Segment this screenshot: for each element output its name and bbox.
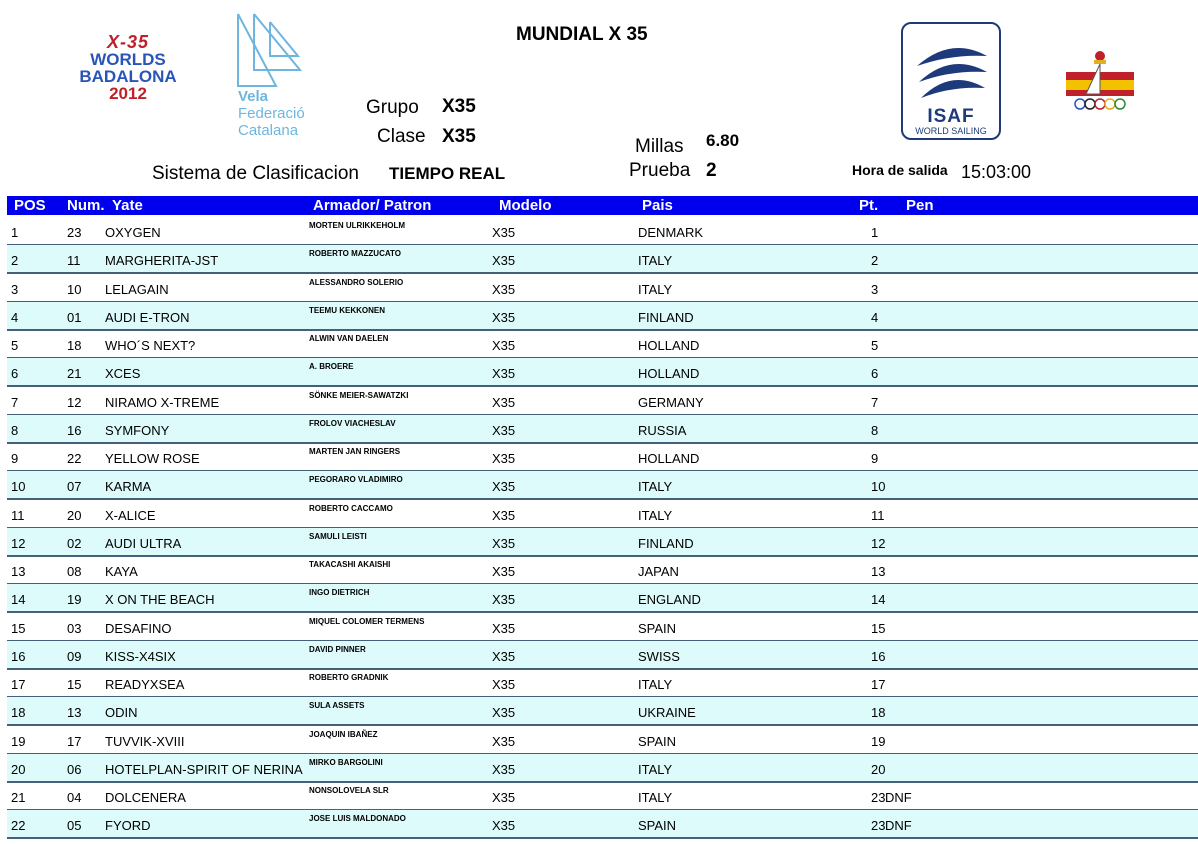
cell-num: 15 bbox=[67, 677, 82, 692]
table-row bbox=[7, 584, 1198, 613]
prueba-label: Prueba bbox=[629, 160, 691, 181]
sistema-value: TIEMPO REAL bbox=[389, 164, 506, 183]
cell-owner: SÖNKE MEIER-SAWATZKI bbox=[309, 390, 409, 400]
cell-pais: ENGLAND bbox=[638, 592, 701, 608]
cell-modelo: X35 bbox=[492, 451, 516, 466]
table-row bbox=[7, 443, 1198, 472]
table-row bbox=[7, 669, 1198, 698]
vela-federacio-logo-text: Vela Federació Catalana bbox=[238, 88, 305, 139]
table-row bbox=[7, 217, 1198, 246]
cell-pos: 9 bbox=[11, 451, 19, 466]
col-pais: Pais bbox=[642, 197, 673, 214]
cell-pt: 17 bbox=[871, 677, 886, 692]
table-row bbox=[7, 245, 1198, 274]
cell-yate: LELAGAIN bbox=[105, 281, 169, 297]
cell-pos: 14 bbox=[11, 592, 26, 608]
millas-value: 6.80 bbox=[706, 131, 740, 150]
cell-pos: 12 bbox=[11, 535, 26, 551]
cell-pais: FINLAND bbox=[638, 535, 694, 551]
hora-value: 15:03:00 bbox=[961, 162, 1032, 182]
cell-pos: 1 bbox=[11, 225, 19, 240]
cell-owner: TEEMU KEKKONEN bbox=[309, 305, 386, 315]
cell-owner: MORTEN ULRIKKEHOLM bbox=[309, 221, 405, 230]
cell-pais: ITALY bbox=[638, 790, 673, 805]
table-row bbox=[7, 754, 1198, 783]
cell-num: 07 bbox=[67, 479, 82, 495]
cell-modelo: X35 bbox=[492, 620, 516, 636]
cell-modelo: X35 bbox=[492, 592, 516, 608]
cell-yate: KISS-X4SIX bbox=[105, 648, 176, 664]
cell-pos: 10 bbox=[11, 479, 26, 495]
cell-pt: 3 bbox=[871, 281, 879, 297]
cell-pais: SPAIN bbox=[638, 620, 677, 636]
page-title: MUNDIAL X 35 bbox=[516, 24, 648, 45]
cell-modelo: X35 bbox=[492, 225, 516, 240]
cell-pais: ITALY bbox=[638, 479, 673, 495]
cell-num: 13 bbox=[67, 705, 82, 721]
table-row bbox=[7, 274, 1198, 303]
cell-pos: 19 bbox=[11, 733, 26, 749]
cell-modelo: X35 bbox=[492, 507, 516, 523]
isaf-sails-icon bbox=[903, 26, 999, 106]
cell-yate: TUVVIK-XVIII bbox=[105, 733, 185, 749]
col-pt: Pt. bbox=[859, 197, 879, 214]
table-row bbox=[7, 500, 1198, 529]
cell-owner: NONSOLOVELA SLR bbox=[309, 786, 389, 795]
cell-yate: FYORD bbox=[105, 818, 151, 834]
cell-pt: 6 bbox=[871, 366, 879, 382]
cell-pos: 13 bbox=[11, 564, 26, 579]
cell-pos: 5 bbox=[11, 338, 19, 353]
cell-modelo: X35 bbox=[492, 564, 516, 579]
cell-pos: 2 bbox=[11, 253, 19, 269]
sistema-label: Sistema de Clasificacion bbox=[152, 163, 359, 184]
cell-num: 08 bbox=[67, 564, 82, 579]
cell-owner: JOSE LUIS MALDONADO bbox=[309, 814, 406, 824]
cell-pos: 8 bbox=[11, 422, 19, 438]
cell-pais: RUSSIA bbox=[638, 422, 687, 438]
cell-pais: JAPAN bbox=[638, 564, 679, 579]
cell-num: 05 bbox=[67, 818, 82, 834]
cell-modelo: X35 bbox=[492, 479, 516, 495]
hora-label: Hora de salida bbox=[852, 162, 948, 178]
cell-pt: 5 bbox=[871, 338, 879, 353]
cell-owner: A. BROERE bbox=[309, 362, 354, 372]
cell-pt: 10 bbox=[871, 479, 886, 495]
cell-yate: NIRAMO X-TREME bbox=[105, 394, 220, 410]
cell-yate: XCES bbox=[105, 366, 141, 382]
cell-num: 06 bbox=[67, 761, 82, 777]
cell-modelo: X35 bbox=[492, 366, 516, 382]
cell-owner: ROBERTO CACCAMO bbox=[309, 503, 393, 513]
cell-pos: 21 bbox=[11, 790, 26, 805]
table-row bbox=[7, 810, 1198, 839]
cell-num: 17 bbox=[67, 733, 82, 749]
col-owner: Armador/ Patron bbox=[313, 197, 432, 214]
table-row bbox=[7, 782, 1198, 811]
worlds-badalona-logo: X-35 WORLDS BADALONA 2012 bbox=[79, 32, 177, 103]
cell-pais: HOLLAND bbox=[638, 366, 700, 382]
cell-owner: SAMULI LEISTI bbox=[309, 531, 367, 541]
cell-num: 18 bbox=[67, 338, 82, 353]
millas-label: Millas bbox=[635, 136, 684, 157]
cell-pt: 2 bbox=[871, 253, 879, 269]
cell-yate: DESAFINO bbox=[105, 620, 172, 636]
cell-pt: 18 bbox=[871, 705, 886, 721]
cell-pos: 15 bbox=[11, 620, 26, 636]
table-row bbox=[7, 358, 1198, 387]
cell-pais: SPAIN bbox=[638, 733, 677, 749]
cell-modelo: X35 bbox=[492, 733, 516, 749]
cell-pais: ITALY bbox=[638, 253, 673, 269]
cell-owner: MIQUEL COLOMER TERMENS bbox=[309, 616, 425, 626]
cell-num: 21 bbox=[67, 366, 82, 382]
cell-num: 19 bbox=[67, 592, 82, 608]
cell-modelo: X35 bbox=[492, 677, 516, 692]
cell-modelo: X35 bbox=[492, 648, 516, 664]
isaf-logo: ISAF WORLD SAILING bbox=[901, 22, 1001, 140]
cell-pos: 22 bbox=[11, 818, 26, 834]
cell-modelo: X35 bbox=[492, 790, 516, 805]
table-header bbox=[7, 196, 1198, 215]
table-row bbox=[7, 302, 1198, 331]
cell-modelo: X35 bbox=[492, 281, 516, 297]
cell-num: 09 bbox=[67, 648, 82, 664]
cell-owner: MARTEN JAN RINGERS bbox=[309, 447, 401, 456]
cell-modelo: X35 bbox=[492, 705, 516, 721]
cell-yate: OXYGEN bbox=[105, 225, 161, 240]
cell-yate: KARMA bbox=[105, 479, 152, 495]
cell-pais: ITALY bbox=[638, 281, 673, 297]
cell-pos: 20 bbox=[11, 761, 26, 777]
cell-owner: INGO DIETRICH bbox=[309, 588, 370, 598]
cell-pais: UKRAINE bbox=[638, 705, 696, 721]
cell-pt: 23 bbox=[871, 818, 886, 834]
cell-num: 10 bbox=[67, 281, 82, 297]
cell-num: 01 bbox=[67, 309, 82, 325]
cell-num: 12 bbox=[67, 394, 82, 410]
cell-pais: DENMARK bbox=[638, 225, 704, 240]
cell-pt: 14 bbox=[871, 592, 886, 608]
cell-owner: MIRKO BARGOLINI bbox=[309, 757, 383, 767]
cell-pt: 12 bbox=[871, 535, 886, 551]
cell-pen: DNF bbox=[885, 818, 912, 834]
col-pos: POS bbox=[14, 197, 46, 214]
cell-pos: 4 bbox=[11, 309, 19, 325]
cell-pt: 19 bbox=[871, 733, 886, 749]
table-row bbox=[7, 330, 1198, 359]
cell-yate: HOTELPLAN-SPIRIT OF NERINA bbox=[105, 761, 303, 777]
cell-owner: TAKACASHI AKAISHI bbox=[309, 560, 391, 569]
cell-owner: PEGORARO VLADIMIRO bbox=[309, 475, 403, 485]
cell-yate: SYMFONY bbox=[105, 422, 170, 438]
cell-yate: MARGHERITA-JST bbox=[105, 253, 219, 269]
cell-pt: 9 bbox=[871, 451, 879, 466]
cell-pais: GERMANY bbox=[638, 394, 704, 410]
cell-num: 11 bbox=[67, 253, 81, 269]
cell-num: 23 bbox=[67, 225, 82, 240]
cell-modelo: X35 bbox=[492, 394, 516, 410]
cell-owner: ROBERTO MAZZUCATO bbox=[309, 249, 401, 259]
col-yate: Yate bbox=[112, 197, 143, 214]
table-row bbox=[7, 556, 1198, 585]
col-num: Num. bbox=[67, 197, 105, 214]
grupo-label: Grupo bbox=[366, 97, 419, 118]
cell-pen: DNF bbox=[885, 790, 912, 805]
cell-pt: 23 bbox=[871, 790, 886, 805]
cell-pos: 18 bbox=[11, 705, 26, 721]
cell-yate: YELLOW ROSE bbox=[105, 451, 200, 466]
cell-owner: ALWIN VAN DAELEN bbox=[309, 334, 389, 343]
table-row bbox=[7, 613, 1198, 642]
cell-num: 03 bbox=[67, 620, 82, 636]
table-row bbox=[7, 528, 1198, 557]
cell-yate: X-ALICE bbox=[105, 507, 156, 523]
cell-pais: HOLLAND bbox=[638, 451, 700, 466]
cell-pais: HOLLAND bbox=[638, 338, 700, 353]
cell-owner: FROLOV VIACHESLAV bbox=[309, 418, 396, 428]
table-row bbox=[7, 641, 1198, 670]
cell-num: 20 bbox=[67, 507, 82, 523]
cell-pos: 11 bbox=[11, 507, 25, 523]
cell-pais: ITALY bbox=[638, 507, 673, 523]
cell-yate: AUDI E-TRON bbox=[105, 309, 190, 325]
cell-owner: JOAQUIN IBAÑEZ bbox=[309, 729, 378, 739]
cell-pais: FINLAND bbox=[638, 309, 694, 325]
cell-yate: AUDI ULTRA bbox=[105, 535, 182, 551]
cell-modelo: X35 bbox=[492, 422, 516, 438]
clase-value: X35 bbox=[442, 126, 476, 147]
grupo-value: X35 bbox=[442, 96, 476, 117]
cell-pt: 1 bbox=[871, 225, 879, 240]
cell-num: 04 bbox=[67, 790, 82, 805]
cell-pos: 17 bbox=[11, 677, 26, 692]
cell-modelo: X35 bbox=[492, 338, 516, 353]
cell-pt: 8 bbox=[871, 422, 879, 438]
cell-pt: 7 bbox=[871, 394, 879, 410]
table-row bbox=[7, 697, 1198, 726]
cell-yate: KAYA bbox=[105, 564, 138, 579]
cell-pais: ITALY bbox=[638, 677, 673, 692]
cell-pos: 16 bbox=[11, 648, 26, 664]
cell-yate: READYXSEA bbox=[105, 677, 185, 692]
cell-owner: ROBERTO GRADNIK bbox=[309, 673, 389, 682]
cell-pos: 3 bbox=[11, 281, 19, 297]
cell-pt: 20 bbox=[871, 761, 886, 777]
cell-modelo: X35 bbox=[492, 535, 516, 551]
cell-modelo: X35 bbox=[492, 818, 516, 834]
cell-yate: X ON THE BEACH bbox=[105, 592, 215, 608]
cell-pt: 4 bbox=[871, 309, 879, 325]
spain-sailing-crest-icon bbox=[1064, 48, 1136, 114]
cell-owner: SULA ASSETS bbox=[309, 701, 365, 711]
cell-yate: DOLCENERA bbox=[105, 790, 186, 805]
cell-yate: WHO´S NEXT? bbox=[105, 338, 196, 353]
cell-pos: 6 bbox=[11, 366, 19, 382]
cell-pais: SPAIN bbox=[638, 818, 677, 834]
prueba-value: 2 bbox=[706, 160, 717, 181]
cell-pt: 16 bbox=[871, 648, 886, 664]
clase-label: Clase bbox=[377, 126, 426, 147]
cell-owner: ALESSANDRO SOLERIO bbox=[309, 277, 404, 287]
cell-modelo: X35 bbox=[492, 761, 516, 777]
cell-num: 02 bbox=[67, 535, 82, 551]
table-row bbox=[7, 726, 1198, 755]
table-row bbox=[7, 471, 1198, 500]
table-row bbox=[7, 415, 1198, 444]
cell-yate: ODIN bbox=[105, 705, 138, 721]
col-modelo: Modelo bbox=[499, 197, 552, 214]
col-pen: Pen bbox=[906, 197, 934, 214]
cell-num: 22 bbox=[67, 451, 82, 466]
cell-pais: ITALY bbox=[638, 761, 673, 777]
table-row bbox=[7, 387, 1198, 416]
cell-modelo: X35 bbox=[492, 309, 516, 325]
cell-pt: 15 bbox=[871, 620, 886, 636]
cell-pos: 7 bbox=[11, 394, 19, 410]
cell-pt: 11 bbox=[871, 507, 885, 523]
cell-pt: 13 bbox=[871, 564, 886, 579]
cell-owner: DAVID PINNER bbox=[309, 644, 366, 654]
cell-num: 16 bbox=[67, 422, 82, 438]
cell-pais: SWISS bbox=[638, 648, 680, 664]
cell-modelo: X35 bbox=[492, 253, 516, 269]
